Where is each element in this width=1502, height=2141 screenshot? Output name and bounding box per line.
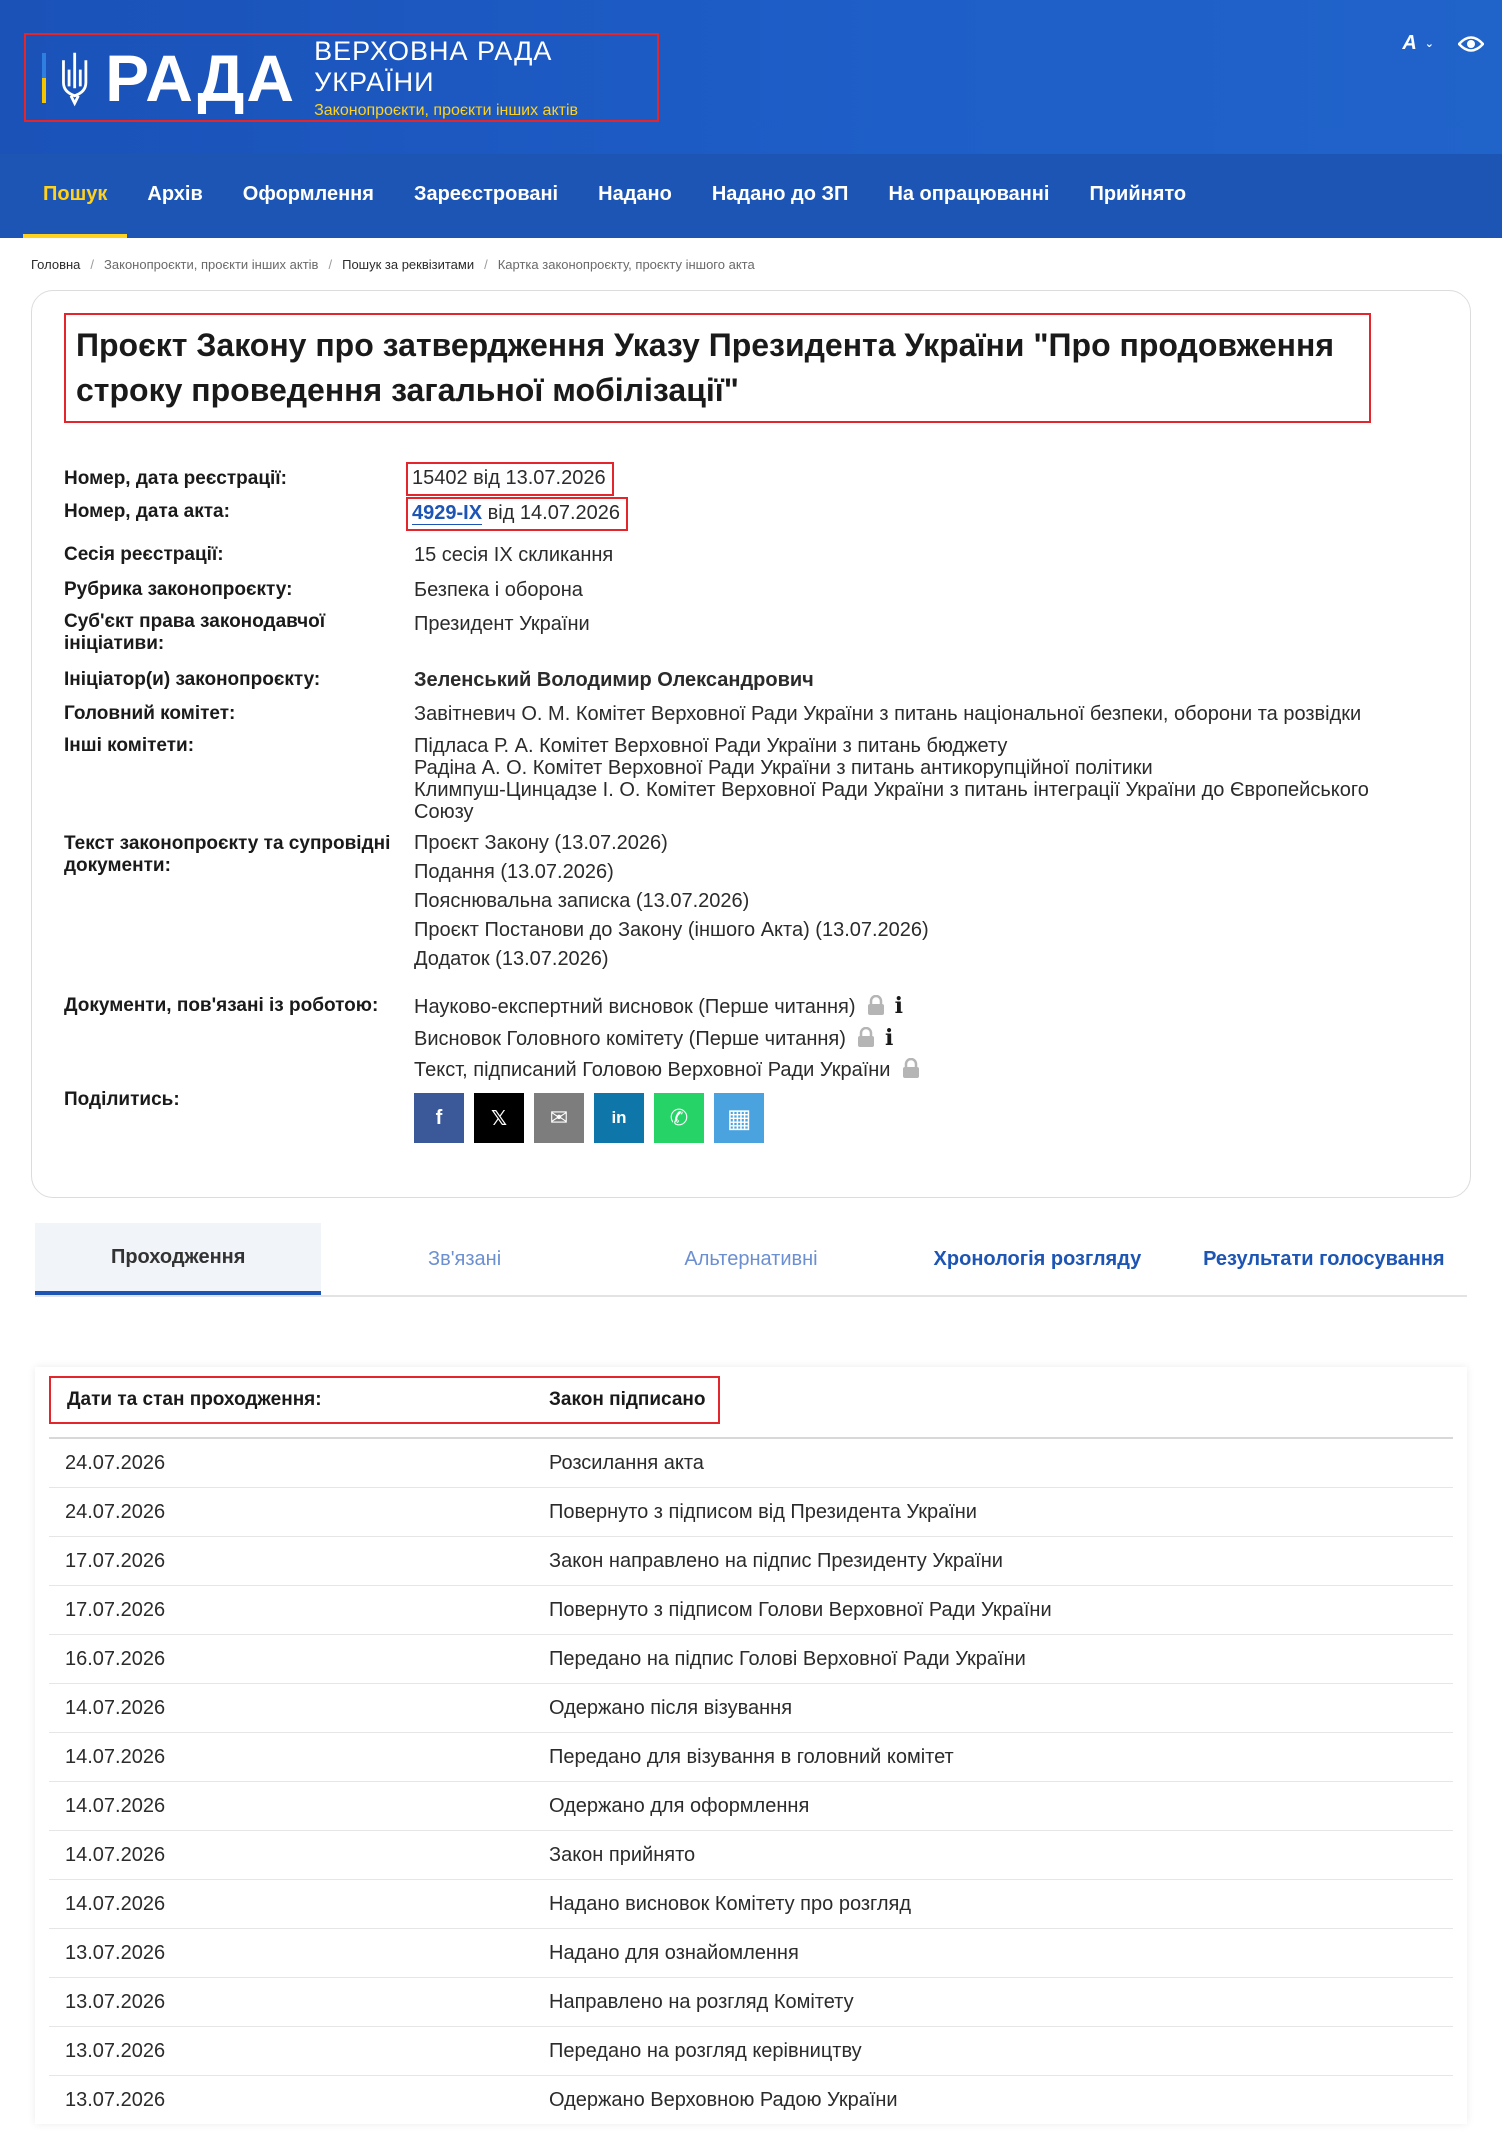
subject-label: Суб'єкт права законодавчої ініціативи: <box>64 611 326 654</box>
main-committee-label: Головний комітет: <box>64 703 236 724</box>
doc-link[interactable]: Проєкт Постанови до Закону (іншого Акта) (13.07.2026) <box>414 919 929 941</box>
act-value-box <box>406 497 628 531</box>
linkedin-icon: in <box>611 1108 627 1127</box>
doc-link[interactable]: Пояснювальна записка (13.07.2026) <box>414 890 750 912</box>
nav-item-registered[interactable]: Зареєстровані <box>413 182 559 205</box>
row-date: 13.07.2026 <box>65 2088 166 2111</box>
font-size-label: A <box>1402 32 1417 54</box>
breadcrumb-bills[interactable]: Законопроєкти, проєкти інших актів <box>104 256 319 272</box>
x-icon: 𝕏 <box>490 1107 508 1130</box>
row-event: Одержано після візування <box>549 1696 793 1719</box>
row-date: 24.07.2026 <box>65 1500 166 1523</box>
table-row <box>49 2075 1453 2124</box>
other-committees-label: Інші комітети: <box>64 735 195 756</box>
row-date: 14.07.2026 <box>65 1892 166 1915</box>
act-number-link[interactable]: 4929-IX <box>412 502 483 524</box>
qr-code-icon: ▦ <box>726 1102 752 1133</box>
session-value: 15 сесія IX скликання <box>414 543 614 566</box>
nav-item-provided[interactable]: Надано <box>598 182 672 205</box>
table-row <box>49 1634 1453 1683</box>
related-docs-label: Документи, пов'язані із роботою: <box>64 995 379 1016</box>
act-label: Номер, дата акта: <box>64 501 230 522</box>
row-date: 13.07.2026 <box>65 2039 166 2062</box>
row-date: 13.07.2026 <box>65 1941 166 1964</box>
nav-item-in-processing[interactable]: На опрацюванні <box>888 182 1050 205</box>
table-row <box>49 1487 1453 1536</box>
table-row <box>49 1977 1453 2026</box>
site-header <box>0 0 1502 154</box>
site-logo[interactable] <box>24 33 659 122</box>
related-doc-item: Науково-експертний висновок (Перше читання) i <box>414 991 920 1023</box>
other-committee-item: Радіна А. О. Комітет Верховної Ради України з питань антикорупційної політики <box>414 757 1153 779</box>
act-date: від 14.07.2026 <box>482 502 621 524</box>
status-table <box>35 1367 1467 2124</box>
linkedin-share-button[interactable] <box>594 1093 644 1143</box>
row-date: 24.07.2026 <box>65 1451 166 1474</box>
facebook-icon: f <box>435 1106 443 1129</box>
row-date: 14.07.2026 <box>65 1794 166 1817</box>
breadcrumb-current: Картка законопроєкту, проєкту іншого акта <box>497 256 755 272</box>
email-share-button[interactable] <box>534 1093 584 1143</box>
whatsapp-icon: ✆ <box>669 1105 689 1130</box>
nav-item-adopted[interactable]: Прийнято <box>1089 182 1187 205</box>
lock-icon <box>857 1027 875 1047</box>
flag-stripe <box>42 53 46 103</box>
row-date: 13.07.2026 <box>65 1990 166 2013</box>
row-date: 16.07.2026 <box>65 1647 166 1670</box>
info-icon[interactable]: i <box>894 993 903 1019</box>
row-date: 17.07.2026 <box>65 1598 166 1621</box>
status-header-box <box>49 1376 720 1424</box>
table-row <box>49 2026 1453 2075</box>
lock-icon <box>902 1058 920 1078</box>
chevron-down-icon: ⌄ <box>1424 38 1434 50</box>
reg-value: 15402 від 13.07.2026 <box>406 462 614 496</box>
row-event: Повернуто з підписом від Президента України <box>549 1500 977 1523</box>
row-date: 17.07.2026 <box>65 1549 166 1572</box>
tab-voting-results[interactable]: Результати голосування <box>1203 1247 1445 1270</box>
tab-passage[interactable]: Проходження <box>35 1223 321 1295</box>
other-committee-item: Климпуш-Цинцадзе І. О. Комітет Верховної Ради України з питань інтеграції України до Європейського Союзу <box>414 779 1369 823</box>
row-date: 14.07.2026 <box>65 1843 166 1866</box>
bill-info <box>64 461 1438 1143</box>
row-event: Закон прийнято <box>549 1843 696 1866</box>
whatsapp-share-button[interactable] <box>654 1093 704 1143</box>
row-event: Передано на підпис Голові Верховної Ради України <box>549 1647 1026 1670</box>
bill-title: Проєкт Закону про затвердження Указу Президента України "Про продовження строку проведення загальної мобілізації" <box>76 327 1334 408</box>
table-row <box>49 1830 1453 1879</box>
status-value: Закон підписано <box>549 1389 706 1410</box>
share-label: Поділитись: <box>64 1089 180 1110</box>
row-event: Направлено на розгляд Комітету <box>549 1990 854 2013</box>
table-row <box>49 1683 1453 1732</box>
row-event: Надано для ознайомлення <box>549 1941 799 1964</box>
table-row <box>49 1879 1453 1928</box>
tab-alternative[interactable]: Альтернативні <box>684 1247 818 1270</box>
table-row <box>49 1781 1453 1830</box>
share-buttons <box>414 1093 764 1143</box>
row-event: Розсилання акта <box>549 1451 704 1474</box>
nav-item-archive[interactable]: Архів <box>147 182 203 205</box>
row-event: Одержано для оформлення <box>549 1794 810 1817</box>
tab-chronology[interactable]: Хронологія розгляду <box>933 1247 1142 1270</box>
session-label: Сесія реєстрації: <box>64 543 224 565</box>
doc-link[interactable]: Проєкт Закону (13.07.2026) <box>414 832 668 854</box>
breadcrumb-search[interactable]: Пошук за реквізитами <box>342 256 475 272</box>
table-row <box>49 1437 1453 1487</box>
breadcrumb-home[interactable]: Головна <box>31 256 81 272</box>
breadcrumb: Головна / Законопроєкти, проєкти інших актів / Пошук за реквізитами / Картка законопроєкту, проєкту іншого акта <box>31 256 755 272</box>
row-event: Надано висновок Комітету про розгляд <box>549 1892 912 1915</box>
tab-related[interactable]: Зв'язані <box>428 1247 502 1270</box>
related-doc-item: Висновок Головного комітету (Перше читання) i <box>414 1023 920 1055</box>
row-event: Повернуто з підписом Голови Верховної Ради України <box>549 1598 1052 1621</box>
other-committee-item: Підласа Р. А. Комітет Верховної Ради України з питань бюджету <box>414 735 1008 757</box>
bill-card <box>31 290 1471 1198</box>
nav-item-provided-zp[interactable]: Надано до ЗП <box>711 182 849 205</box>
lock-icon <box>867 995 885 1015</box>
table-row <box>49 1732 1453 1781</box>
row-date: 14.07.2026 <box>65 1696 166 1719</box>
trident-icon <box>56 49 93 107</box>
row-event: Передано на розгляд керівництву <box>549 2039 862 2062</box>
nav-item-search[interactable]: Пошук <box>23 154 127 238</box>
site-title: ВЕРХОВНА РАДА УКРАЇНИ <box>314 35 553 97</box>
bill-tabs <box>35 1223 1467 1297</box>
row-event: Передано для візування в головний комітет <box>549 1745 954 1768</box>
table-row <box>49 1585 1453 1634</box>
table-row <box>49 1928 1453 1977</box>
row-date: 14.07.2026 <box>65 1745 166 1768</box>
font-size-toggle[interactable] <box>1402 32 1434 55</box>
reg-label: Номер, дата реєстрації: <box>64 468 287 489</box>
main-nav <box>0 154 1502 238</box>
logo-word: РАДА <box>105 40 297 115</box>
initiator-label: Ініціатор(и) законопроєкту: <box>64 669 321 690</box>
doc-link[interactable]: Додаток (13.07.2026) <box>414 948 609 970</box>
related-doc-item: Текст, підписаний Головою Верховної Ради України <box>414 1055 920 1086</box>
nav-item-formatting[interactable]: Оформлення <box>242 182 374 205</box>
qr-share-button[interactable] <box>714 1093 764 1143</box>
status-label: Дати та стан проходження: <box>67 1389 322 1410</box>
facebook-share-button[interactable] <box>414 1093 464 1143</box>
table-row <box>49 1536 1453 1585</box>
initiator-value: Зеленський Володимир Олександрович <box>414 669 814 691</box>
rubric-value: Безпека і оборона <box>414 578 583 601</box>
x-share-button[interactable] <box>474 1093 524 1143</box>
bill-title-box <box>64 313 1371 423</box>
eye-icon[interactable] <box>1458 35 1484 53</box>
info-icon[interactable]: i <box>885 1025 894 1051</box>
docs-label: Текст законопроєкту та супровідні документи: <box>64 833 391 876</box>
row-event: Закон направлено на підпис Президенту України <box>549 1549 1003 1572</box>
row-event: Одержано Верховною Радою України <box>549 2088 898 2111</box>
doc-link[interactable]: Подання (13.07.2026) <box>414 861 614 883</box>
email-icon: ✉ <box>549 1105 569 1130</box>
subject-value: Президент України <box>414 613 590 635</box>
rubric-label: Рубрика законопроєкту: <box>64 578 293 600</box>
site-subtitle: Законопроєкти, проєкти інших актів <box>314 101 579 119</box>
main-committee-value: Завітневич О. М. Комітет Верховної Ради України з питань національної безпеки, оборони та розвідки <box>414 703 1362 725</box>
